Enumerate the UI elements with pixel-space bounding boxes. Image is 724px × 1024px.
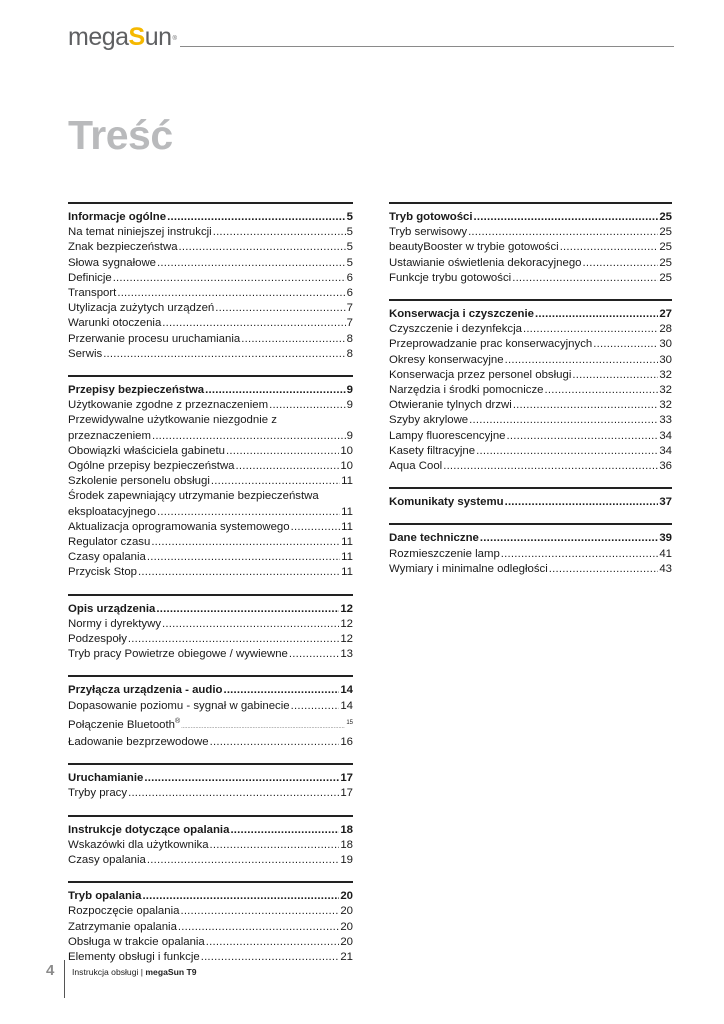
- toc-right-column: [389, 202, 672, 590]
- toc-entry[interactable]: [68, 853, 353, 868]
- toc-section-heading[interactable]: [68, 823, 353, 838]
- dot-leader: [162, 617, 339, 632]
- toc-entry[interactable]: [389, 256, 672, 271]
- toc-page-number: 8: [346, 347, 353, 360]
- toc-entry-title: Przerwanie procesu uruchamiania: [68, 332, 241, 345]
- toc-entry-title: Tryb opalania: [68, 890, 142, 903]
- toc-entry-title: Przyłącza urządzenia - audio: [68, 684, 223, 697]
- toc-page-number: 20: [340, 935, 353, 948]
- dot-leader: [210, 838, 340, 853]
- dot-leader: [513, 398, 659, 413]
- dot-leader: [128, 786, 339, 801]
- toc-entry-title: Tryby pracy: [68, 787, 128, 800]
- toc-page-number: 16: [340, 735, 353, 748]
- toc-page-number: 11: [341, 505, 353, 518]
- footer-divider: [64, 960, 65, 998]
- dot-leader: [147, 853, 339, 868]
- dot-leader: [535, 307, 658, 322]
- toc-section: [68, 763, 353, 801]
- toc-entry-title: Dane techniczne: [389, 532, 479, 545]
- toc-entry-title: Definicje: [68, 271, 112, 284]
- toc-entry[interactable]: [389, 322, 672, 337]
- toc-page-number: 14: [340, 699, 353, 712]
- footer-text: Instrukcja obsługi | megaSun T9: [72, 967, 197, 977]
- dot-leader: [443, 459, 658, 474]
- toc-page-number: 11: [341, 475, 353, 488]
- toc-entry[interactable]: [68, 647, 353, 662]
- toc-section: [389, 487, 672, 510]
- toc-entry[interactable]: [68, 535, 353, 550]
- toc-entry[interactable]: [68, 735, 353, 750]
- page-title: Treść: [68, 112, 173, 158]
- toc-entry-title: Ustawianie oświetlenia dekoracyjnego: [389, 256, 582, 269]
- dot-leader: [157, 256, 346, 271]
- toc-page-number: 11: [341, 520, 353, 533]
- toc-entry-title: Regulator czasu: [68, 536, 151, 549]
- toc-section: [389, 523, 672, 577]
- toc-section-heading[interactable]: [389, 210, 672, 225]
- toc-page-number: 32: [659, 384, 672, 397]
- toc-entry[interactable]: [68, 429, 353, 444]
- toc-page-number: 9: [346, 399, 353, 412]
- toc-entry-title: Na temat niniejszej instrukcji: [68, 226, 212, 239]
- toc-page-number: 39: [659, 532, 672, 545]
- toc-entry-title: Przycisk Stop: [68, 566, 137, 579]
- toc-page-number: 36: [659, 460, 672, 473]
- dot-leader: [128, 632, 339, 647]
- toc-page-number: 6: [346, 287, 353, 300]
- toc-entry-title: Funkcje trybu gotowości: [389, 271, 512, 284]
- toc-page-number: 18: [340, 838, 353, 851]
- toc-entry[interactable]: [68, 398, 353, 413]
- toc-entry-title: Lampy fluorescencyjne: [389, 429, 506, 442]
- toc-page-number: 34: [659, 444, 672, 457]
- toc-page-number: 25: [659, 226, 672, 239]
- toc-entry[interactable]: [389, 562, 672, 577]
- toc-entry[interactable]: [389, 225, 672, 240]
- toc-entry[interactable]: [68, 316, 353, 331]
- toc-page-number: 12: [340, 602, 353, 615]
- toc-page-number: 5: [346, 256, 353, 269]
- dot-leader: [593, 337, 658, 352]
- toc-page-number: 10: [340, 444, 353, 457]
- toc-entry-title: Instrukcje dotyczące opalania: [68, 823, 230, 836]
- toc-entry-title: Rozpoczęcie opalania: [68, 905, 180, 918]
- toc-entry[interactable]: [68, 520, 353, 535]
- dot-leader: [157, 505, 340, 520]
- footer-page-number: 4: [46, 962, 55, 979]
- dot-leader: [241, 332, 345, 347]
- dot-leader: [206, 935, 340, 950]
- toc-page-number: 41: [659, 547, 672, 560]
- toc-entry-title: Kasety filtracyjne: [389, 444, 476, 457]
- dot-leader: [179, 240, 346, 255]
- dot-leader: [215, 301, 345, 316]
- dot-leader: [144, 771, 339, 786]
- toc-entry-title: Komunikaty systemu: [389, 496, 504, 509]
- toc-entry-title: eksploatacyjnego: [68, 505, 157, 518]
- dot-leader: [512, 271, 658, 286]
- toc-entry[interactable]: [389, 444, 672, 459]
- toc-page-number: 25: [659, 256, 672, 269]
- toc-entry[interactable]: [68, 459, 353, 474]
- dot-leader: [205, 383, 346, 398]
- toc-section-heading[interactable]: [389, 531, 672, 546]
- toc-entry[interactable]: [68, 565, 353, 580]
- toc-page-number: 37: [659, 496, 672, 509]
- toc-page-number: 5: [346, 241, 353, 254]
- toc-entry-title: Słowa sygnałowe: [68, 256, 157, 269]
- toc-entry-title: Tryb serwisowy: [389, 226, 468, 239]
- toc-page-number: 11: [341, 536, 353, 549]
- toc-page-number: 21: [340, 950, 353, 963]
- dot-leader: [469, 413, 658, 428]
- toc-page-number: 11: [341, 551, 353, 564]
- dot-leader: [178, 920, 339, 935]
- dot-leader: [151, 535, 340, 550]
- toc-entry[interactable]: [68, 786, 353, 801]
- dot-leader: [523, 322, 658, 337]
- toc-page-number: 18: [340, 823, 353, 836]
- dot-leader: [211, 474, 340, 489]
- toc-page-number: 27: [659, 308, 672, 321]
- toc-entry[interactable]: [68, 617, 353, 632]
- toc-entry[interactable]: [68, 920, 353, 935]
- toc-entry-title: Znak bezpieczeństwa: [68, 241, 178, 254]
- dot-leader: [117, 286, 345, 301]
- dot-leader: [213, 225, 346, 240]
- toc-entry-title: Warunki otoczenia: [68, 317, 162, 330]
- dot-leader: [103, 347, 345, 362]
- toc-entry-title-line: Środek zapewniający utrzymanie bezpieczeństwa: [68, 490, 319, 503]
- toc-entry-title: Połączenie Bluetooth®: [68, 717, 181, 731]
- toc-entry-title: Okresy konserwacyjne: [389, 353, 504, 366]
- toc-entry[interactable]: [68, 714, 353, 735]
- toc-page-number: 5: [346, 211, 353, 223]
- dot-leader: [113, 271, 346, 286]
- toc-entry[interactable]: [389, 413, 672, 428]
- toc-entry[interactable]: [68, 256, 353, 271]
- toc-entry[interactable]: [389, 459, 672, 474]
- toc-entry-title: Elementy obsługi i funkcje: [68, 950, 200, 963]
- toc-entry-title: Szkolenie personelu obsługi: [68, 475, 210, 488]
- toc-entry[interactable]: [68, 935, 353, 950]
- toc-section: [68, 375, 353, 581]
- toc-entry-title: Obowiązki właściciela gabinetu: [68, 444, 226, 457]
- toc-page-number: 32: [659, 368, 672, 381]
- toc-entry-title: Informacje ogólne: [68, 211, 167, 223]
- dot-leader: [501, 547, 659, 562]
- toc-page-number: 32: [659, 399, 672, 412]
- toc-entry-title: Szyby akrylowe: [389, 414, 469, 427]
- dot-leader: [474, 210, 659, 225]
- toc-entry[interactable]: [68, 286, 353, 301]
- toc-entry[interactable]: [389, 398, 672, 413]
- dot-leader: [147, 550, 340, 565]
- toc-entry-title: Narzędzia i środki pomocnicze: [389, 384, 544, 397]
- toc-page-number: 17: [340, 787, 353, 800]
- toc-entry[interactable]: [68, 550, 353, 565]
- toc-page-number: 9: [346, 384, 353, 397]
- toc-entry[interactable]: [68, 301, 353, 316]
- toc-entry-title: przeznaczeniem: [68, 429, 151, 442]
- toc-entry-title: Rozmieszczenie lamp: [389, 547, 500, 560]
- toc-entry-title: beautyBooster w trybie gotowości: [389, 241, 559, 254]
- toc-entry-title: Obsługa w trakcie opalania: [68, 935, 205, 948]
- toc-entry[interactable]: [68, 474, 353, 489]
- dot-leader: [291, 699, 340, 714]
- toc-entry-title: Przepisy bezpieczeństwa: [68, 384, 205, 397]
- toc-page-number: 25: [659, 271, 672, 284]
- toc-entry-title: Transport: [68, 287, 117, 300]
- toc-page-number: 8: [346, 332, 353, 345]
- toc-entry-title: Otwieranie tylnych drzwi: [389, 399, 512, 412]
- toc-section-heading[interactable]: [68, 771, 353, 786]
- dot-leader: [138, 565, 340, 580]
- toc-entry-title: Konserwacja przez personel obsługi: [389, 368, 572, 381]
- toc-entry-title: Aktualizacja oprogramowania systemowego: [68, 520, 290, 533]
- toc-entry[interactable]: [68, 271, 353, 286]
- toc-entry-title: Tryb pracy Powietrze obiegowe / wywiewne: [68, 648, 288, 661]
- dot-leader: [269, 398, 346, 413]
- toc-page-number: 11: [341, 566, 353, 579]
- toc-entry-title: Ogólne przepisy bezpieczeństwa: [68, 460, 235, 473]
- toc-section-heading[interactable]: [68, 602, 353, 617]
- toc-entry-title: Przeprowadzanie prac konserwacyjnych: [389, 338, 593, 351]
- toc-page-number: 43: [659, 562, 672, 575]
- toc-entry[interactable]: [68, 347, 353, 362]
- dot-leader: [582, 256, 658, 271]
- dot-leader: [549, 562, 659, 577]
- toc-section-heading[interactable]: [68, 383, 353, 398]
- page-header: [68, 22, 674, 52]
- toc-entry[interactable]: [389, 337, 672, 352]
- toc-entry-title: Konserwacja i czyszczenie: [389, 308, 534, 321]
- toc-entry[interactable]: [68, 505, 353, 520]
- dot-leader: [181, 718, 345, 735]
- toc-section: [68, 881, 353, 965]
- megasun-logo: megaSun®: [68, 23, 177, 51]
- toc-section-heading[interactable]: [68, 683, 353, 698]
- toc-page-number: 14: [340, 684, 353, 697]
- toc-section: [389, 202, 672, 286]
- toc-entry-title: Uruchamianie: [68, 772, 144, 785]
- toc-entry[interactable]: [389, 271, 672, 286]
- toc-entry-title: Normy i dyrektywy: [68, 617, 162, 630]
- toc-entry[interactable]: [389, 547, 672, 562]
- toc-section: [68, 594, 353, 663]
- toc-page-number: 34: [659, 429, 672, 442]
- toc-entry-title: Użytkowanie zgodne z przeznaczeniem: [68, 399, 269, 412]
- toc-page-number: 5: [346, 226, 353, 239]
- toc-section: [68, 202, 353, 362]
- toc-entry-title: Aqua Cool: [389, 460, 443, 473]
- dot-leader: [142, 889, 339, 904]
- dot-leader: [167, 210, 346, 225]
- toc-page-number: 20: [340, 890, 353, 903]
- toc-page-number: 19: [340, 853, 353, 866]
- dot-leader: [201, 950, 340, 965]
- toc-section-heading[interactable]: [389, 307, 672, 322]
- dot-leader: [236, 459, 340, 474]
- toc-page-number: 25: [659, 241, 672, 254]
- dot-leader: [476, 444, 658, 459]
- dot-leader: [223, 683, 339, 698]
- toc-section-heading[interactable]: [68, 889, 353, 904]
- toc-page-number: 25: [659, 211, 672, 223]
- toc-entry[interactable]: [68, 240, 353, 255]
- toc-page-number: 15: [346, 719, 353, 726]
- toc-entry[interactable]: [389, 429, 672, 444]
- toc-page-number: 7: [346, 317, 353, 330]
- dot-leader: [289, 647, 339, 662]
- toc-entry[interactable]: [68, 838, 353, 853]
- dot-leader: [210, 735, 340, 750]
- dot-leader: [156, 602, 339, 617]
- toc-page-number: 7: [346, 302, 353, 315]
- toc-entry[interactable]: [68, 225, 353, 240]
- toc-page-number: 6: [346, 271, 353, 284]
- toc-entry[interactable]: [389, 368, 672, 383]
- toc-section: [68, 815, 353, 869]
- toc-left-column: [68, 202, 353, 978]
- toc-entry-title: Wskazówki dla użytkownika: [68, 838, 209, 851]
- toc-page-number: 13: [340, 648, 353, 661]
- toc-entry[interactable]: [68, 444, 353, 459]
- toc-page-number: 10: [340, 460, 353, 473]
- toc-entry-title: Czasy opalania: [68, 551, 146, 564]
- toc-page-number: 28: [659, 323, 672, 336]
- toc-entry-title: Czyszczenie i dezynfekcja: [389, 323, 522, 336]
- toc-entry[interactable]: [68, 632, 353, 647]
- dot-leader: [180, 904, 339, 919]
- dot-leader: [505, 353, 659, 368]
- toc-entry[interactable]: [389, 240, 672, 255]
- dot-leader: [560, 240, 659, 255]
- toc-section: [389, 299, 672, 474]
- toc-entry[interactable]: [389, 353, 672, 368]
- toc-page-number: 20: [340, 905, 353, 918]
- header-divider: [180, 46, 674, 47]
- toc-section: [68, 675, 353, 750]
- toc-entry-title-line: Przewidywalne użytkowanie niezgodnie z: [68, 414, 277, 427]
- toc-page-number: 12: [340, 633, 353, 646]
- toc-entry-title: Serwis: [68, 347, 103, 360]
- toc-page-number: 9: [346, 429, 353, 442]
- toc-entry[interactable]: [68, 332, 353, 347]
- dot-leader: [507, 429, 659, 444]
- dot-leader: [152, 429, 346, 444]
- dot-leader: [230, 823, 339, 838]
- dot-leader: [468, 225, 658, 240]
- toc-entry[interactable]: [68, 950, 353, 965]
- toc-entry-title: Dopasowanie poziomu - sygnał w gabinecie: [68, 699, 290, 712]
- dot-leader: [505, 495, 659, 510]
- toc-entry[interactable]: [68, 699, 353, 714]
- toc-section-heading[interactable]: [68, 210, 353, 225]
- dot-leader: [544, 383, 658, 398]
- toc-entry-title: Zatrzymanie opalania: [68, 920, 177, 933]
- toc-entry[interactable]: [68, 904, 353, 919]
- toc-entry-title: Podzespoły: [68, 633, 127, 646]
- toc-entry-title: Tryb gotowości: [389, 211, 473, 223]
- dot-leader: [226, 444, 339, 459]
- toc-page-number: 12: [340, 617, 353, 630]
- dot-leader: [162, 316, 345, 331]
- dot-leader: [480, 531, 658, 546]
- toc-entry-title: Opis urządzenia: [68, 602, 156, 615]
- toc-section-heading[interactable]: [389, 495, 672, 510]
- toc-page-number: 20: [340, 920, 353, 933]
- toc-entry-title: Utylizacja zużytych urządzeń: [68, 302, 215, 315]
- toc-page-number: 30: [659, 353, 672, 366]
- dot-leader: [572, 368, 658, 383]
- toc-page-number: 17: [340, 772, 353, 785]
- toc-page-number: 33: [659, 414, 672, 427]
- toc-page-number: 30: [659, 338, 672, 351]
- dot-leader: [291, 520, 341, 535]
- toc-entry-title: Ładowanie bezprzewodowe: [68, 735, 209, 748]
- toc-entry[interactable]: [389, 383, 672, 398]
- toc-entry-title: Wymiary i minimalne odległości: [389, 562, 548, 575]
- toc-entry-title: Czasy opalania: [68, 853, 146, 866]
